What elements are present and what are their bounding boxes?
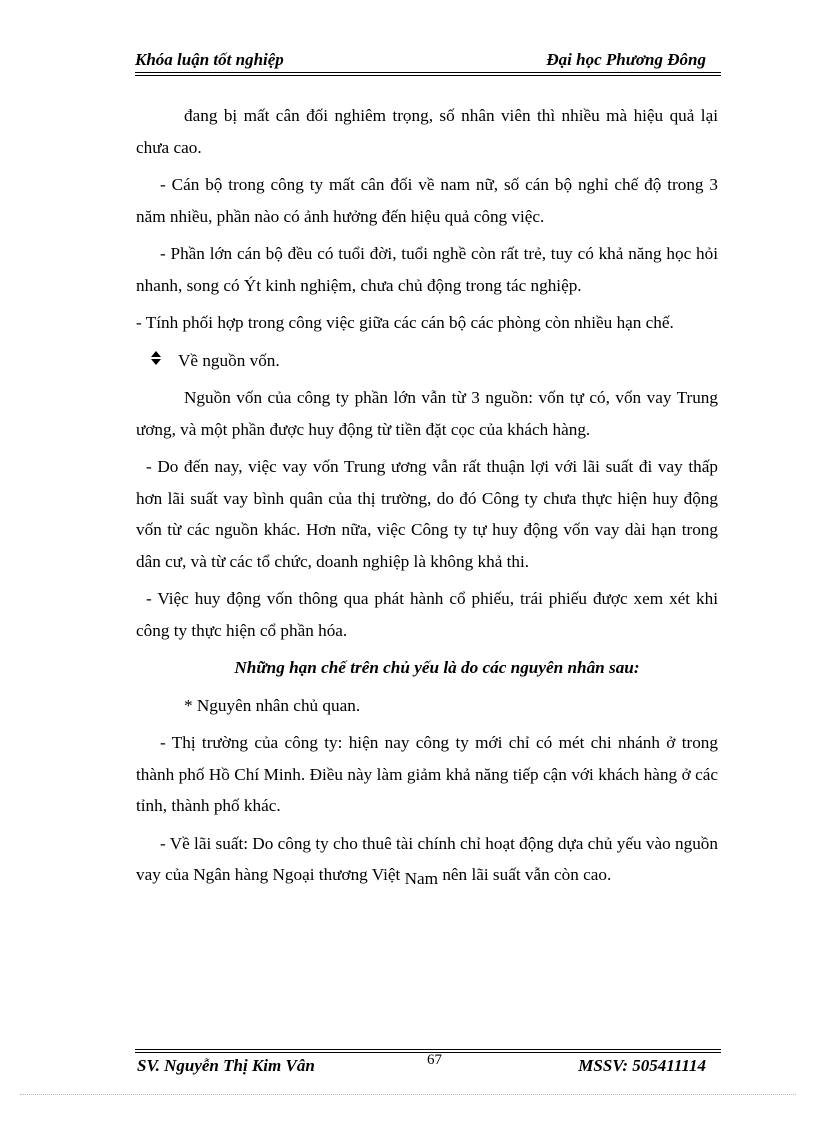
paragraph: - Do đến nay, việc vay vốn Trung ương vẫn rất thuận lợi với lãi suất đi vay thấp hơn lãi suất vay bình quân của thị trường, do đó Công ty chưa thực hiện huy động vốn từ các nguồn khác. Hơn nữa, việc Công ty tự huy động vốn vay dài hạn trong dân cư, và từ các tổ chức, doanh nghiệp là không khả thi. [136,457,718,571]
body-text [136,100,718,897]
footer-rule-top [135,1049,721,1050]
paragraph [136,828,718,891]
bullet-item [150,345,718,377]
paragraph: đang bị mất cân đối nghiêm trọng, số nhân viên thì nhiều mà hiệu quả lại chưa cao. [136,106,718,157]
bullet-text: Về nguồn vốn. [178,350,280,370]
paragraph-part: nên lãi suất vẫn còn cao. [442,865,612,884]
paragraph: - Tính phối hợp trong công việc giữa các cán bộ các phòng còn nhiều hạn chế. [136,313,674,332]
up-down-arrow-icon [150,345,162,377]
paragraph-part: Nam [404,869,439,888]
paragraph: Nguồn vốn của công ty phần lớn vẫn từ 3 nguồn: vốn tự có, vốn vay Trung ương, và một phần được huy động từ tiền đặt cọc của khách hàng. [136,388,718,439]
paragraph-part: - Về lãi suất: Do công ty cho thuê tài chính chỉ hoạt động dựa chủ yếu vào nguồn vay của Ngân hàng Ngoại thương Việt [136,833,718,884]
paragraph: - Cán bộ trong công ty mất cân đối về nam nữ, số cán bộ nghỉ chế độ trong 3 năm nhiều, phần nào có ảnh hưởng đến hiệu quả công việc. [136,175,718,226]
header-rule-bottom [135,75,721,76]
paragraph: - Thị trường của công ty: hiện nay công ty mới chỉ có mét chi nhánh ở trong thành phố Hồ Chí Minh. Điều này làm giảm khả năng tiếp cận với khách hàng ở các tỉnh, thành phố khác. [136,733,718,815]
header-rule-top [135,72,721,73]
section-heading: Những hạn chế trên chủ yếu là do các nguyên nhân sau: [234,658,640,677]
header-left-title: Khóa luận tốt nghiệp [135,50,284,69]
page-number: 67 [427,1052,442,1068]
footer-student-id: MSSV: 505411114 [578,1056,706,1075]
footer-student-name: SV. Nguyễn Thị Kim Vân [137,1056,315,1075]
paragraph: * Nguyên nhân chủ quan. [184,695,361,715]
page-edge-divider [20,1094,796,1095]
paragraph: - Việc huy động vốn thông qua phát hành cổ phiếu, trái phiếu được xem xét khi công ty thực hiện cổ phần hóa. [136,589,718,640]
page-footer [135,1054,720,1078]
page-header [135,50,720,72]
header-right-title: Đại học Phương Đông [546,50,706,69]
paragraph: - Phần lớn cán bộ đều có tuổi đời, tuổi nghề còn rất trẻ, tuy có khả năng học hỏi nhanh, song có Ýt kinh nghiệm, chưa chủ động trong tác nghiệp. [136,244,718,295]
